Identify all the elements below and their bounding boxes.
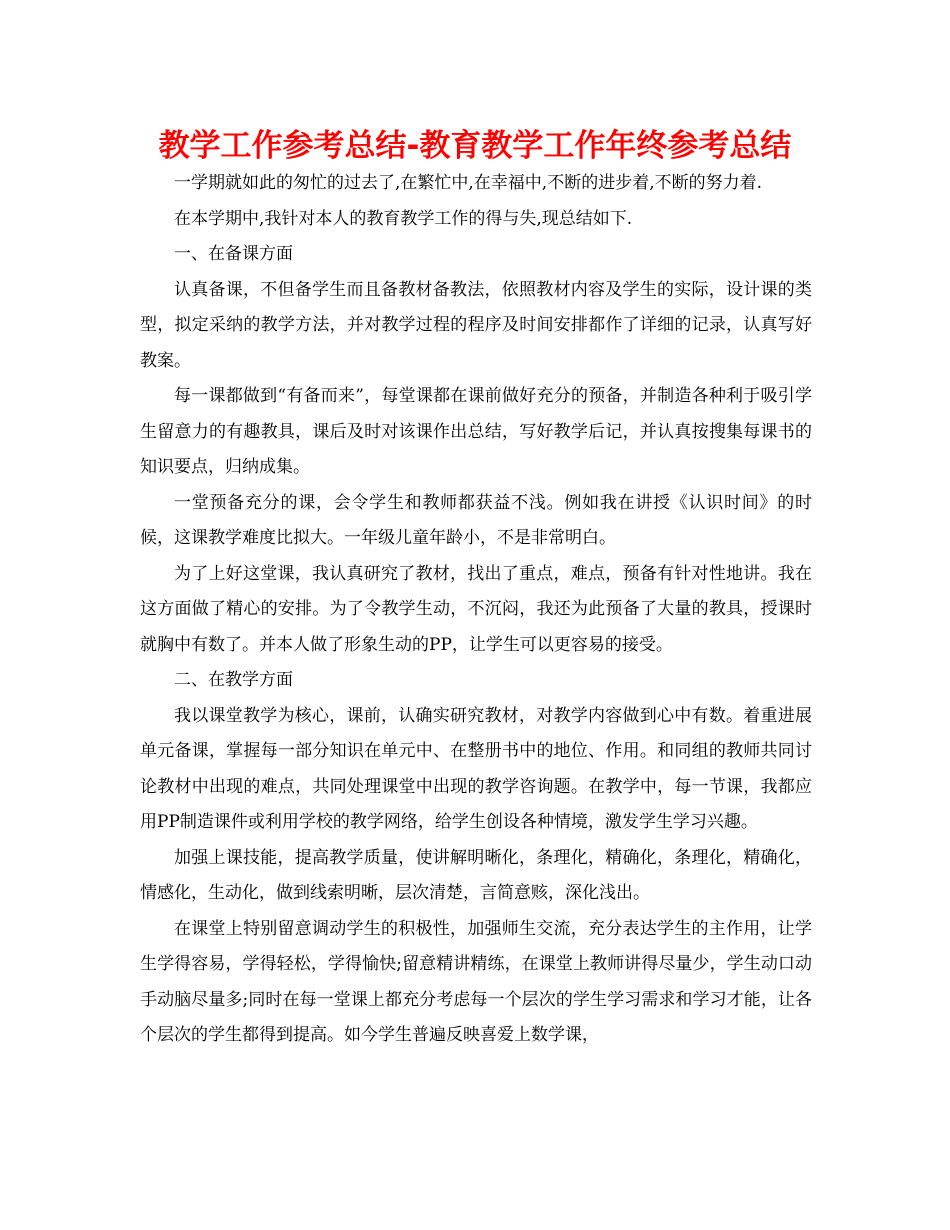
paragraph: 为了上好这堂课，我认真研究了教材，找出了重点，难点，预备有针对性地讲。我在这方面做了精心的安排。为了令教学生动，不沉闷，我还为此预备了大量的教具，授课时就胸中有数了。并本人做了形象生动的PP，让学生可以更容易的接受。 <box>140 563 812 655</box>
paragraph: 加强上课技能，提高教学质量，使讲解明晰化，条理化，精确化，条理化，精确化，情感化，生动化，做到线索明晰，层次清楚，言简意赅，深化浅出。 <box>140 847 812 903</box>
paragraph: 每一课都做到“有备而来”，每堂课都在课前做好充分的预备，并制造各种利于吸引学生留意力的有趣教具，课后及时对该课作出总结，写好教学后记，并认真按搜集每课书的知识要点，归纳成集。 <box>140 386 812 477</box>
paragraph: 一学期就如此的匆忙的过去了,在繁忙中,在幸福中,不断的进步着,不断的努力着. <box>174 173 763 193</box>
paragraph: 在本学期中,我针对本人的教育教学工作的得与失,现总结如下. <box>174 208 633 229</box>
document-body <box>140 166 812 1054</box>
section-heading: 二、在教学方面 <box>174 670 293 690</box>
paragraph: 认真备课，不但备学生而且备教材备教法，依照教材内容及学生的实际，设计课的类型，拟定采纳的教学方法，并对教学过程的程序及时间安排都作了详细的记录，认真写好教案。 <box>140 279 812 371</box>
paragraph: 我以课堂教学为核心，课前，认确实研究教材，对教学内容做到心中有数。着重进展单元备课，掌握每一部分知识在单元中、在整册书中的地位、作用。和同组的教师共同讨论教材中出现的难点，共同处理课堂中出现的教学咨询题。在教学中，每一节课，我都应用PP制造课件或利用学校的教学网络，给学生创设各种情境，激发学生学习兴趣。 <box>140 705 812 832</box>
document-title: 教学工作参考总结-教育教学工作年终参考总结 <box>158 128 792 164</box>
paragraph: 一堂预备充分的课，会令学生和教师都获益不浅。例如我在讲授《认识时间》的时候，这课教学难度比拟大。一年级儿童年龄小，不是非常明白。 <box>140 492 812 548</box>
section-heading: 一、在备课方面 <box>174 244 293 264</box>
paragraph: 在课堂上特别留意调动学生的积极性，加强师生交流，充分表达学生的主作用，让学生学得容易，学得轻松，学得愉快;留意精讲精练，在课堂上教师讲得尽量少，学生动口动手动脑尽量多;同时在每一堂课上都充分考虑每一个层次的学生学习需求和学习才能，让各个层次的学生都得到提高。如今学生普遍反映喜爱上数学课， <box>140 918 812 1045</box>
